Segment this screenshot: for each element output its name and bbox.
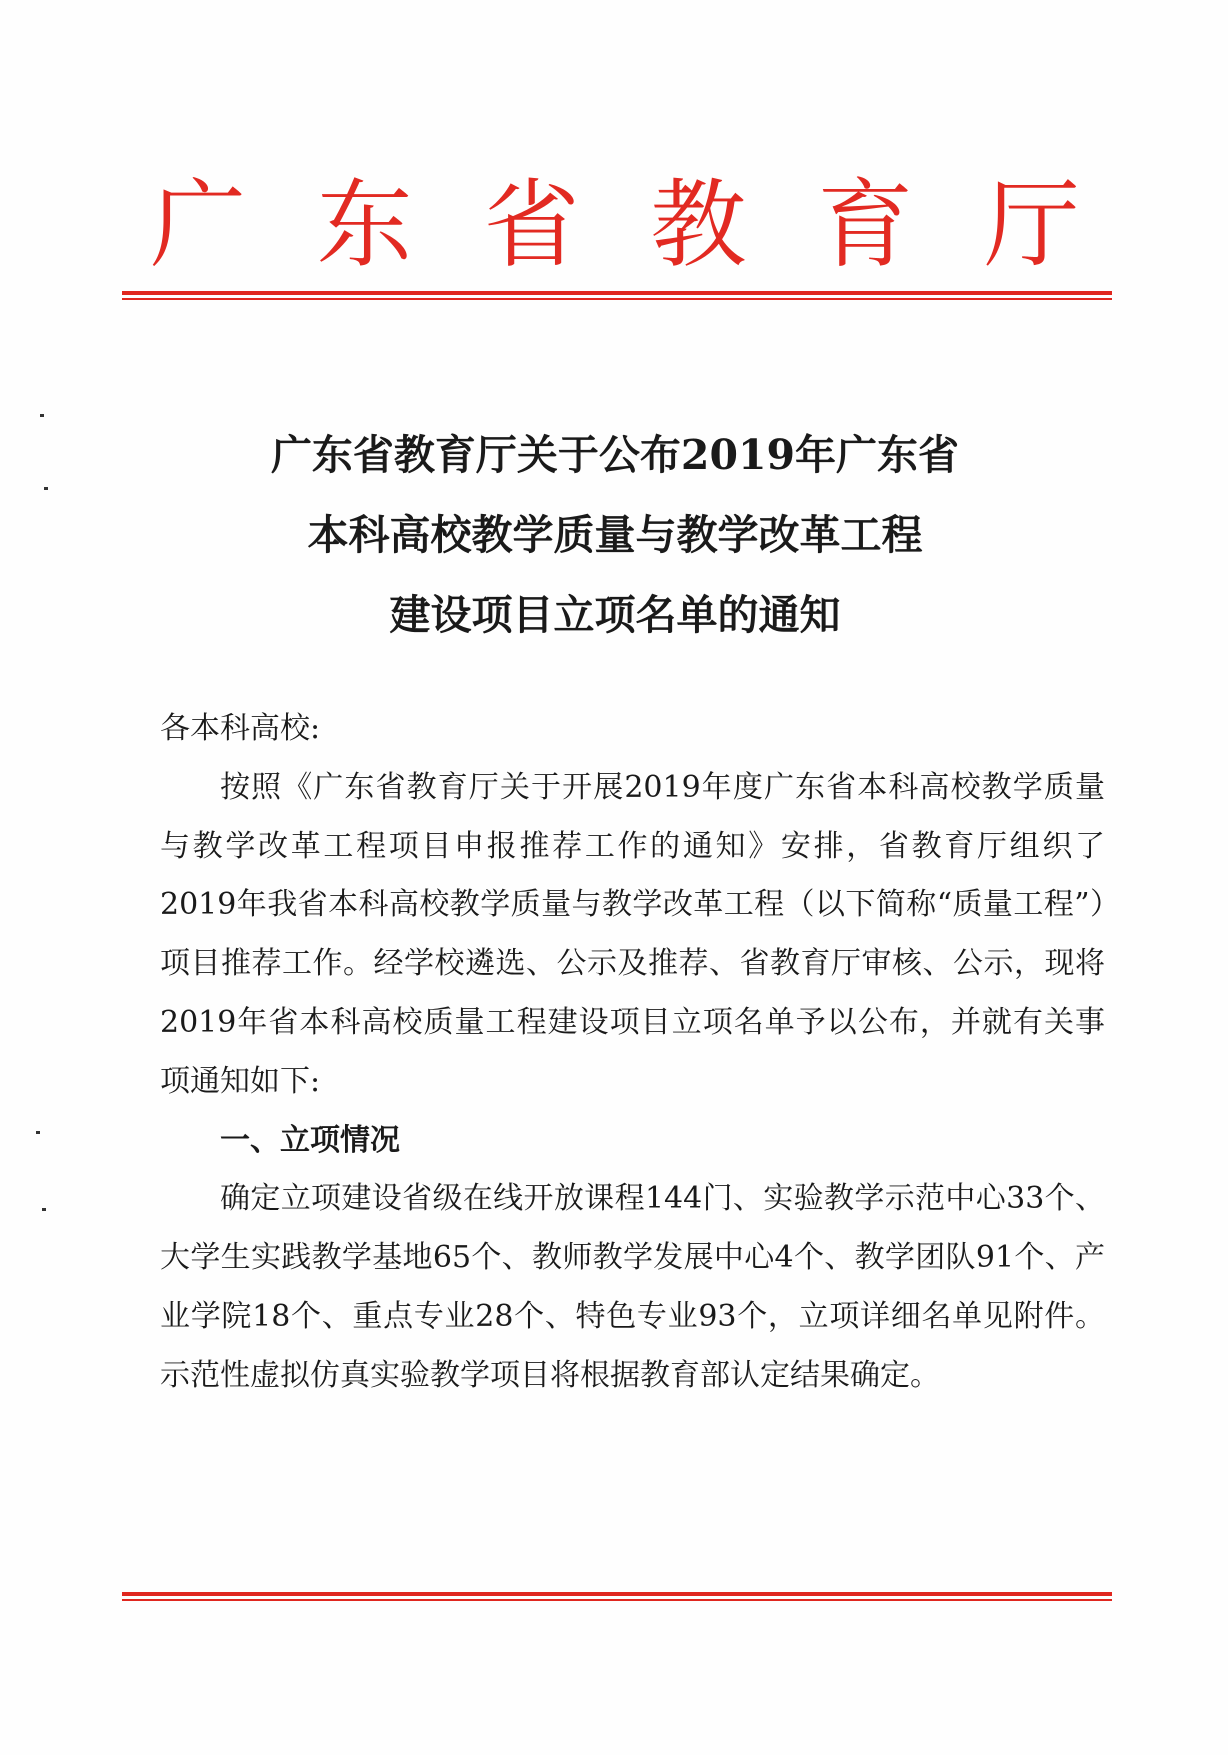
letterhead xyxy=(150,160,1080,290)
scan-speck xyxy=(44,487,48,490)
section-paragraph: 确定立项建设省级在线开放课程144门、实验教学示范中心33个、大学生实践教学基地65个、教师教学发展中心4个、教学团队91个、产业学院18个、重点专业28个、特色专业93个，立项详细名单见附件。示范性虚拟仿真实验教学项目将根据教育部认定结果确定。 xyxy=(160,1181,1105,1393)
letterhead-char: 广 xyxy=(150,169,246,281)
title-line: 建设项目立项名单的通知 xyxy=(389,591,841,639)
title-line: 广东省教育厅关于公布2019年广东省 xyxy=(270,431,960,479)
divider-thick-line xyxy=(122,1592,1112,1596)
scan-speck xyxy=(40,414,44,417)
footer-divider xyxy=(122,1592,1112,1601)
title-line: 本科高校教学质量与教学改革工程 xyxy=(307,511,923,559)
document-body xyxy=(160,700,1105,1406)
document-title xyxy=(150,415,1080,655)
divider-thick-line xyxy=(122,291,1112,295)
letterhead-char: 育 xyxy=(817,169,914,281)
salutation: 各本科高校: xyxy=(160,711,321,746)
scan-speck xyxy=(42,1208,46,1211)
letterhead-char: 教 xyxy=(650,169,747,281)
scan-speck xyxy=(36,1131,40,1134)
intro-paragraph: 按照《广东省教育厅关于开展2019年度广东省本科高校教学质量与教学改革工程项目申报推荐工作的通知》安排，省教育厅组织了2019年我省本科高校教学质量与教学改革工程（以下简称“质量工程”）项目推荐工作。经学校遴选、公示及推荐、省教育厅审核、公示，现将2019年省本科高校质量工程建设项目立项名单予以公布，并就有关事项通知如下: xyxy=(160,769,1105,1099)
divider-thin-line xyxy=(122,1599,1112,1601)
letterhead-char: 省 xyxy=(483,169,580,281)
letterhead-divider xyxy=(122,291,1112,300)
divider-thin-line xyxy=(122,298,1112,300)
letterhead-char: 东 xyxy=(316,169,413,281)
letterhead-char: 厅 xyxy=(983,169,1080,281)
section-heading: 一、立项情况 xyxy=(220,1122,400,1158)
